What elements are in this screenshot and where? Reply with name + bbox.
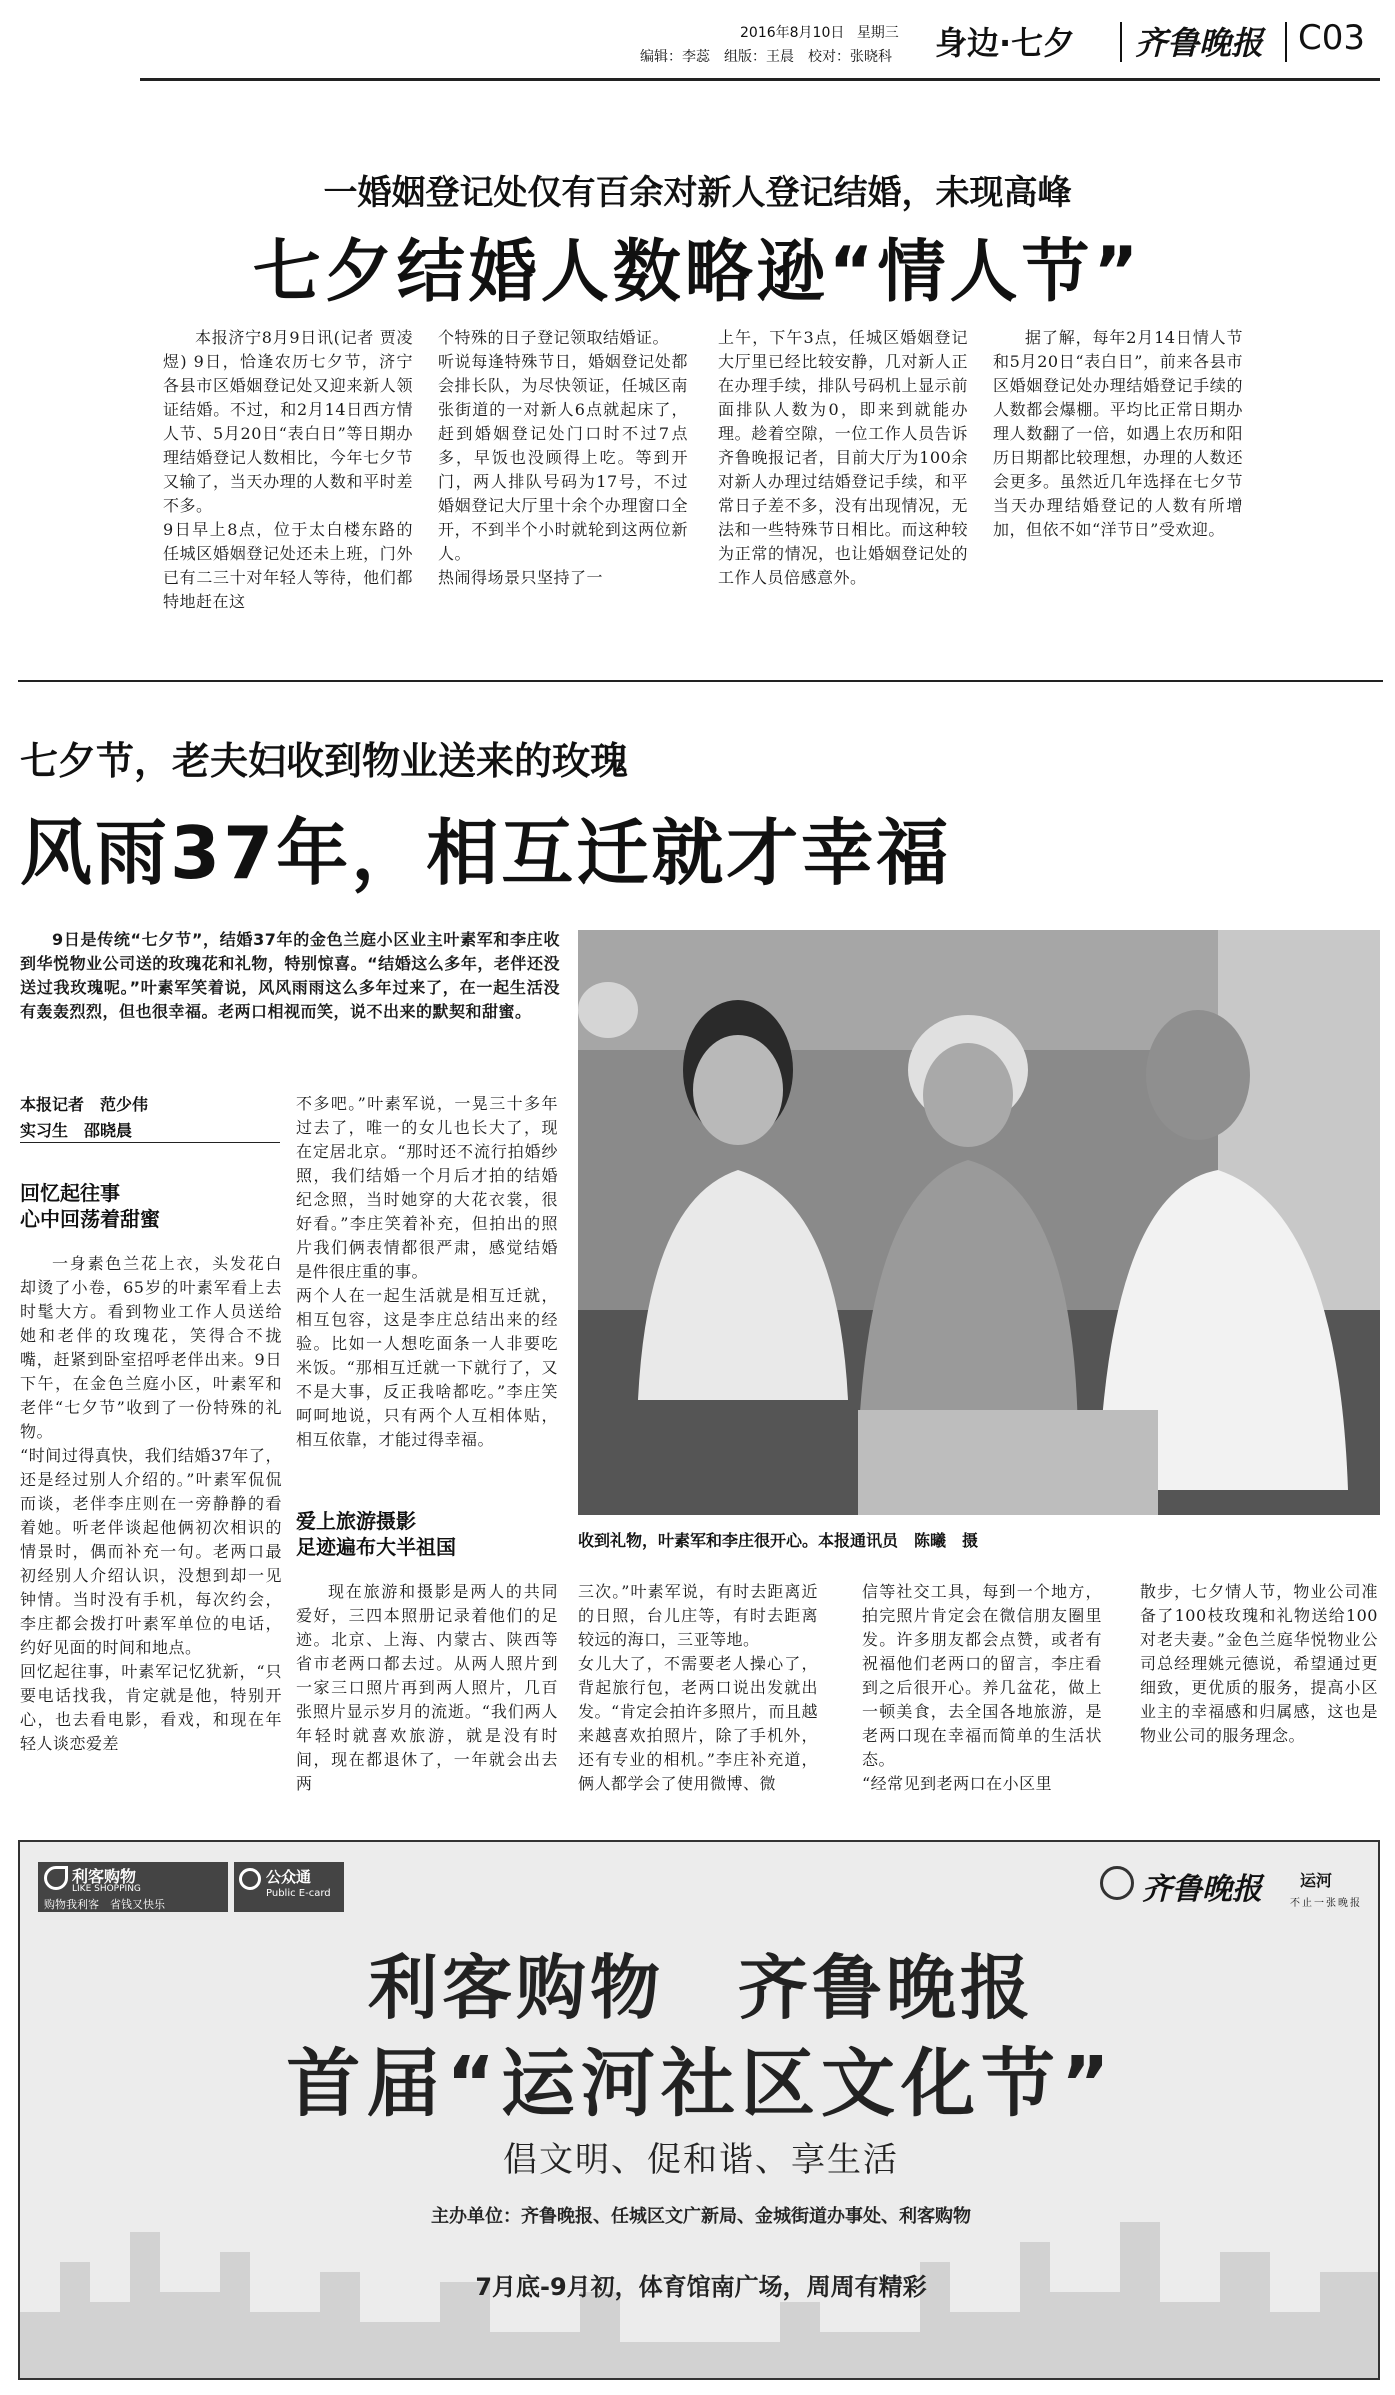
byline-rule [20,1142,280,1143]
story2-column-3 [578,1580,818,1822]
story2-col2b-text: 现在旅游和摄影是两人的共同爱好，三四本照册记录着他们的足迹。北京、上海、内蒙古、陕西等省市老两口都去过。从两人照片到一家三口照片再到两人照片，几百张照片显示岁月的流逝。“我们两人年轻时就喜欢旅游，就是没有时间，现在都退休了，一年就会出去两 [296,1582,558,1793]
public-ecard-logo [234,1862,344,1912]
ecard-icon [239,1868,261,1890]
brand-logo: 齐鲁晚报 [1135,24,1264,62]
story1-column-1 [163,326,413,656]
story2-kicker: 七夕节，老夫妇收到物业送来的玫瑰 [20,739,629,783]
story2-headline: 风雨37年，相互迁就才幸福 [20,811,952,895]
header-weekday: 星期三 [856,25,899,41]
byline-reporter: 本报记者 范少伟 [20,1095,149,1114]
likeshopping-logo [38,1862,228,1912]
qilu-logo-sub: 运河 [1300,1871,1333,1890]
ad-line-2: 首届“运河社区文化节” [286,2041,1116,2127]
story2-column-1 [20,1252,282,1822]
likeshopping-icon [44,1866,68,1890]
section-divider [18,680,1383,682]
page-header [0,0,1395,75]
page-number: C03 [1298,18,1366,58]
qilu-logo-icon [1100,1866,1134,1900]
header-rule [140,78,1380,81]
story1-column-3 [718,326,968,656]
subheading-memories: 回忆起往事 心中回荡着甜蜜 [20,1181,160,1231]
story1-col4-text: 据了解，每年2月14日情人节和5月20日“表白日”，前来各县市区婚姻登记处办理结婚登记手续的人数都会爆棚。平均比正常日期办理人数翻了一倍，如遇上农历和阳历日期都比较理想，办理的人数还会更多。虽然近几年选择在七夕节当天办理结婚登记的人数有所增加，但依不如“洋节日”受欢迎。 [993,328,1243,539]
qilu-logo-name: 齐鲁晚报 [1142,1872,1262,1907]
ad-schedule: 7月底-9月初，体育馆南广场，周周有精彩 [475,2273,927,2301]
story1-kicker: 一婚姻登记处仅有百余对新人登记结婚，未现高峰 [323,173,1072,213]
story2-col4-text: 信等社交工具，每到一个地方，拍完照片肯定会在微信朋友圈里发。许多朋友都会点赞，或者有祝福他们老两口的留言，李庄看到之后很开心。养几盆花，做上一顿美食，去全国各地旅游，是老两口现在幸福而简单的生活状态。 “经常见到老两口在小区里 [862,1582,1102,1793]
story1-col2-text: 个特殊的日子登记领取结婚证。 听说每逢特殊节日，婚姻登记处都会排长队，为尽快领证，任城区南张街道的一对新人6点就起床了，赶到婚姻登记处门口时不过7点多，早饭也没顾得上吃。等到开门，两人排队号码为17号，不过婚姻登记大厅里十余个办理窗口全开，不到半个小时就轮到这两位新人。 热闹得场景只坚持了一 [438,328,688,587]
advertisement [18,1840,1380,2380]
photo-caption: 收到礼物，叶素军和李庄很开心。本报通讯员 陈曦 摄 [578,1531,979,1550]
story2-col5-text: 散步，七夕情人节，物业公司准备了100枝玫瑰和礼物送给100对老夫妻。”金色兰庭华悦物业公司总经理姚元德说，希望通过更细致，更优质的服务，提高小区业主的幸福感和归属感，这也是物业公司的服务理念。 [1140,1582,1378,1745]
story2-lead [20,928,560,1048]
story2-column-5 [1140,1580,1378,1822]
story2-col1-text: 一身素色兰花上衣，头发花白却烫了小卷，65岁的叶素军看上去时髦大方。看到物业工作人员送给她和老伴的玫瑰花，笑得合不拢嘴，赶紧到卧室招呼老伴出来。9日下午，在金色兰庭小区，叶素军和老伴“七夕节”收到了一份特殊的礼物。 “时间过得真快，我们结婚37年了，还是经过别人介绍的。”叶素军侃侃而谈，老伴李庄则在一旁静静的看着她。听老伴谈起他俩初次相识的情景时，偶而补充一句。老两口最初经别人介绍认识，没想到却一见钟情。当时没有手机，每次约会，李庄都会拨打叶素军单位的电话，约好见面的时间和地点。 回忆起往事，叶素军记忆犹新，“只要电话找我，肯定就是他，特别开心，也去看电影，看戏，和现在年轻人谈恋爱差 [20,1254,282,1753]
story1-column-2 [438,326,688,656]
likeshopping-tags: 购物我利客 省钱又快乐 [44,1898,165,1911]
story1-column-4 [993,326,1243,656]
byline-intern: 实习生 邵晓晨 [20,1121,133,1140]
story2-column-4 [862,1580,1102,1822]
news-photo [578,930,1380,1515]
story2-col2-text: 不多吧。”叶素军说，一晃三十多年过去了，唯一的女儿也长大了，现在定居北京。“那时还不流行拍婚纱照，我们结婚一个月后才拍的结婚纪念照，当时她穿的大花衣裳，很好看。”李庄笑着补充，但拍出的照片我们俩表情都很严肃，感觉结婚是件很庄重的事。 两个人在一起生活就是相互迁就，相互包容，这是李庄总结出来的经验。比如一人想吃面条一人非要吃米饭。“那相互迁就一下就行了，又不是大事，反正我啥都吃。”李庄笑呵呵地说，只有两个人互相体贴，相互依靠，才能过得幸福。 [296,1094,558,1449]
ad-line-3: 倡文明、促和谐、享生活 [503,2140,899,2180]
story2-col3-text: 三次。”叶素军说，有时去距离近的日照，台儿庄等，有时去距离较远的海口，三亚等地。 女儿大了，不需要老人操心了，背起旅行包，老两口说出发就出发。“肯定会拍许多照片，而且越来越喜欢拍照片，除了手机外，还有专业的相机。”李庄补充道，俩人都学会了使用微博、微 [578,1582,818,1793]
story1-col3-text: 上午，下午3点，任城区婚姻登记大厅里已经比较安静，几对新人正在办理手续，排队号码机上显示前面排队人数为0，即来到就能办理。趁着空隙，一位工作人员告诉齐鲁晚报记者，目前大厅为100余对新人办理过结婚登记手续，和平常日子差不多，没有出现情况，无法和一些特殊节日相比。而这种较为正常的情况，也让婚姻登记处的工作人员倍感意外。 [718,328,968,587]
header-credits: 编辑：李蕊 组版：王晨 校对：张晓科 [640,49,892,65]
story1-headline: 七夕结婚人数略逊“情人节” [252,233,1143,312]
likeshopping-name: 利客购物 [72,1867,137,1886]
subheading-travel: 爱上旅游摄影 足迹遍布大半祖国 [296,1509,456,1559]
ad-line-1: 利客购物 齐鲁晚报 [368,1947,1034,2029]
qilu-evening-logo [1100,1860,1365,1916]
ecard-name: 公众通 [266,1868,312,1886]
story2-lead-text: 9日是传统“七夕节”，结婚37年的金色兰庭小区业主叶素军和李庄收到华悦物业公司送的玫瑰花和礼物，特别惊喜。“结婚这么多年，老伴还没送过我玫瑰呢。”叶素军笑着说，风风雨雨这么多年过来了，在一起生活没有轰轰烈烈，但也很幸福。老两口相视而笑，说不出来的默契和甜蜜。 [20,930,560,1021]
photo-illustration [578,930,1380,1515]
story2-column-2 [296,1092,558,1502]
likeshopping-en: LIKE SHOPPING [72,1884,141,1894]
qilu-logo-tag: 不止一张晚报 [1290,1898,1362,1909]
header-date: 2016年8月10日 [740,25,845,41]
section-name: 身边·七夕 [935,24,1076,62]
story1-col1-text: 本报济宁8月9日讯(记者 贾凌煜) 9日，恰逢农历七夕节，济宁各县市区婚姻登记处又迎来新人领证结婚。不过，和2月14日西方情人节、5月20日“表白日”等日期办理结婚登记人数相比，今年七夕节又输了，当天办理的人数和平时差不多。 9日早上8点，位于太白楼东路的任城区婚姻登记处还未上班，门外已有二三十对年轻人等待，他们都特地赶在这 [163,328,413,611]
story2-column-2b [296,1580,558,1822]
ad-organizers: 主办单位：齐鲁晚报、任城区文广新局、金城街道办事处、利客购物 [431,2206,971,2227]
ecard-en: Public E-card [266,1888,331,1899]
